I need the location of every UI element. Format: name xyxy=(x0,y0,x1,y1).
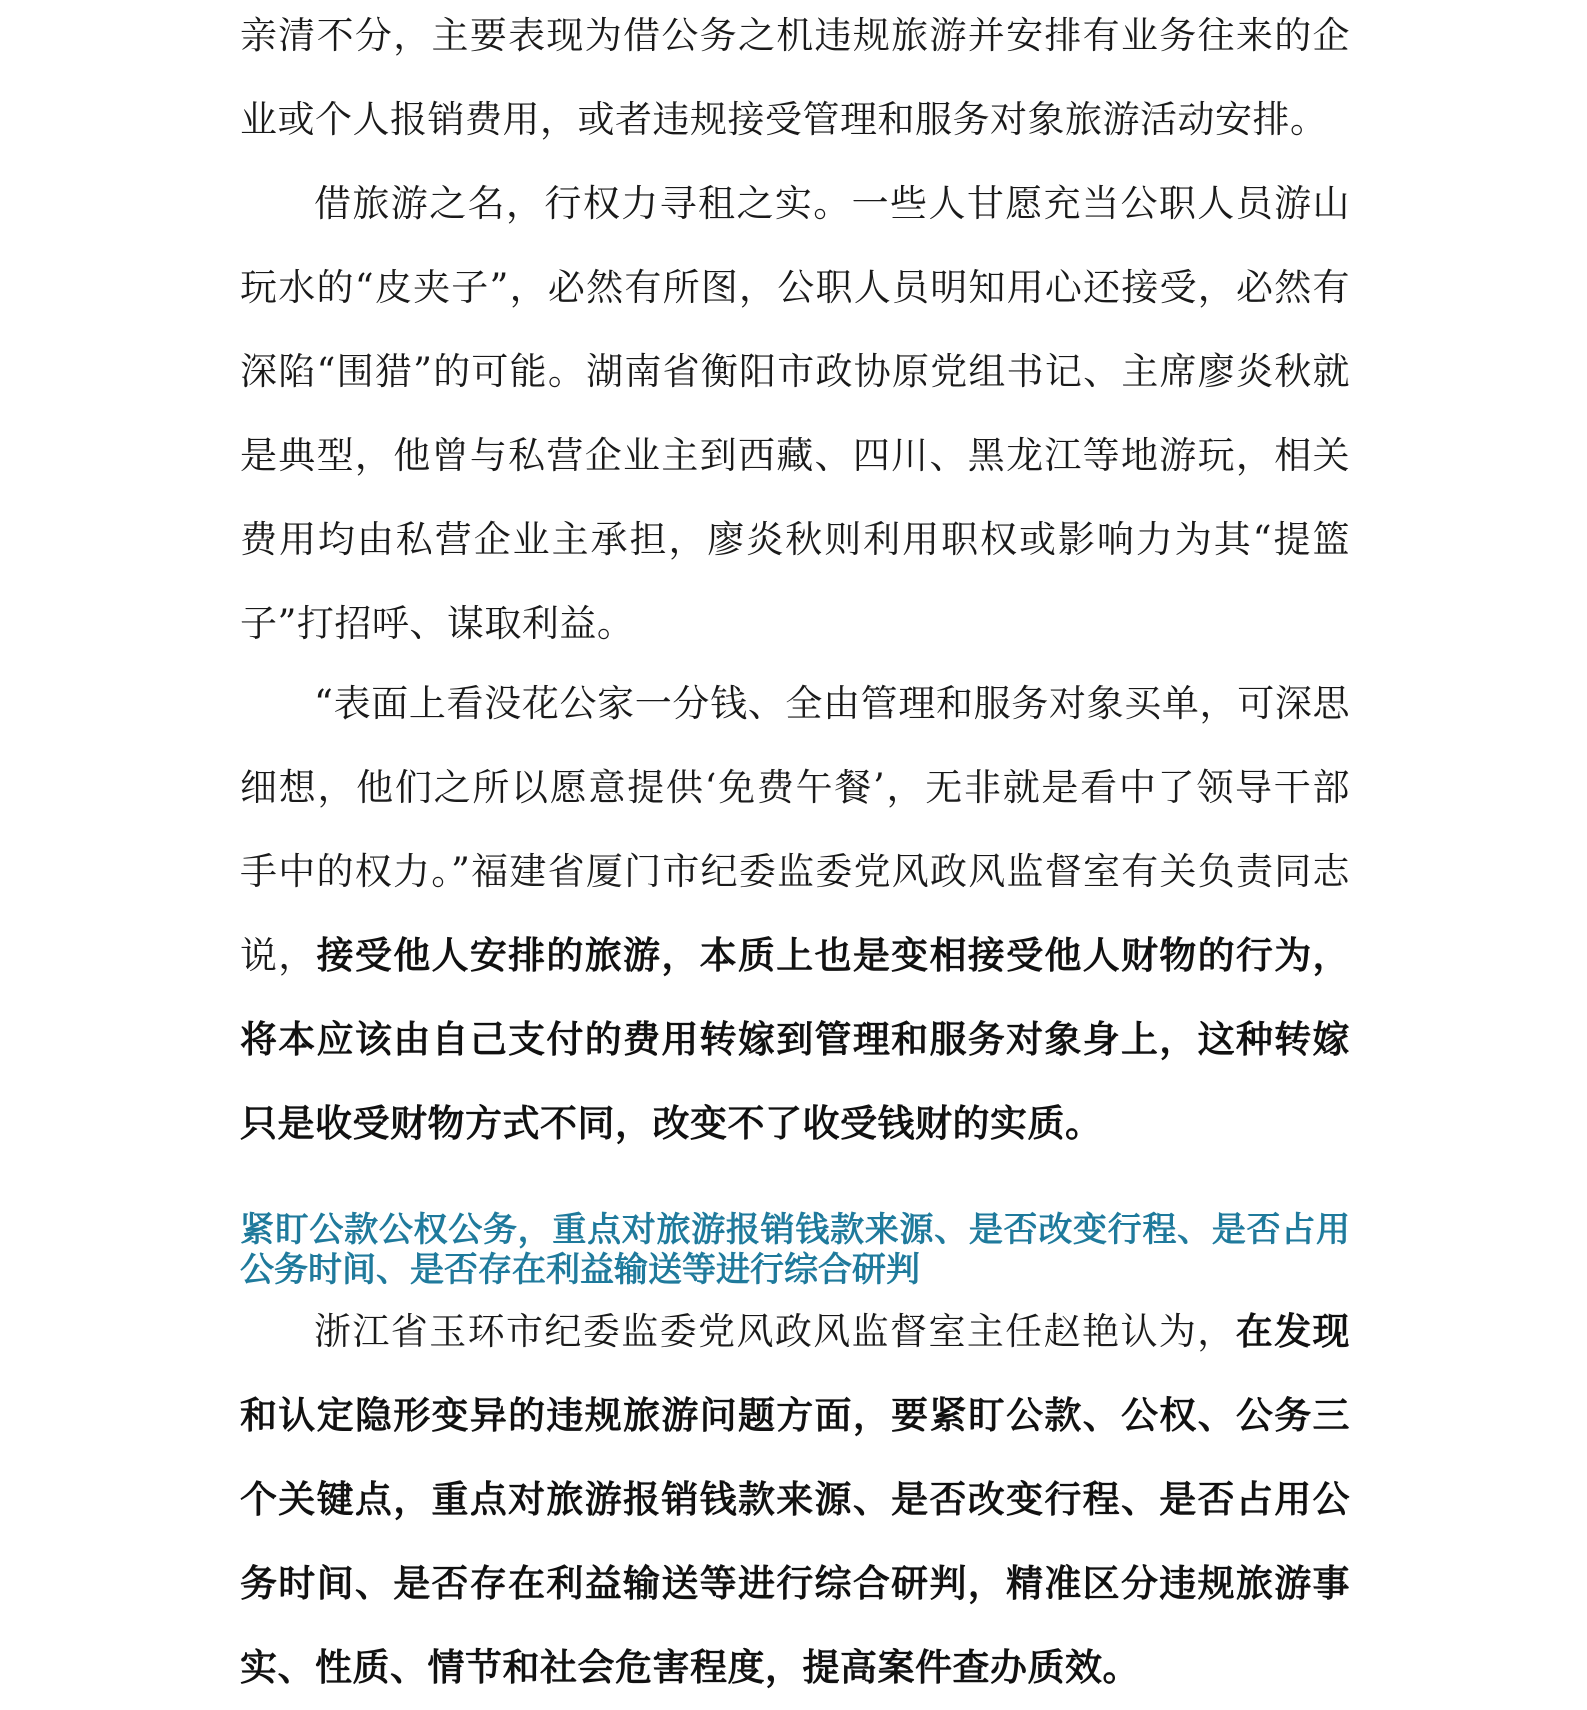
paragraph-1 xyxy=(240,0,1350,162)
section-heading: 紧盯公款公权公务，重点对旅游报销钱款来源、是否改变行程、是否占用公务时间、是否存在利益输送等进行综合研判 xyxy=(240,1210,1350,1290)
paragraph-2-text: 借旅游之名，行权力寻租之实。一些人甘愿充当公职人员游山玩水的“皮夹子”，必然有所图，公职人员明知用心还接受，必然有深陷“围猎”的可能。湖南省衡阳市政协原党组书记、主席廖炎秋就是典型，他曾与私营企业主到西藏、四川、黑龙江等地游玩，相关费用均由私营企业主承担，廖炎秋则利用职权或影响力为其“提篮子”打招呼、谋取利益。 xyxy=(240,182,1350,645)
paragraph-3 xyxy=(240,662,1350,1166)
paragraph-3-regular-text: “表面上看没花公家一分钱、全由管理和服务对象买单，可深思细想，他们之所以愿意提供‘免费午餐’，无非就是看中了领导干部手中的权力。”福建省厦门市纪委监委党风政风监督室有关负责同志说， xyxy=(240,682,1350,977)
paragraph-4 xyxy=(240,1290,1350,1710)
paragraph-4-bold-text: 在发现和认定隐形变异的违规旅游问题方面，要紧盯公款、公权、公务三个关键点，重点对旅游报销钱款来源、是否改变行程、是否占用公务时间、是否存在利益输送等进行综合研判，精准区分违规旅游事实、性质、情节和社会危害程度，提高案件查办质效。 xyxy=(240,1310,1351,1689)
paragraph-4-regular-text: 浙江省玉环市纪委监委党风政风监督室主任赵艳认为， xyxy=(314,1310,1236,1353)
paragraph-2 xyxy=(240,162,1350,666)
paragraph-1-text: 亲清不分，主要表现为借公务之机违规旅游并安排有业务往来的企业或个人报销费用，或者违规接受管理和服务对象旅游活动安排。 xyxy=(240,14,1350,141)
paragraph-3-bold-text: 接受他人安排的旅游，本质上也是变相接受他人财物的行为，将本应该由自己支付的费用转嫁到管理和服务对象身上，这种转嫁只是收受财物方式不同，改变不了收受钱财的实质。 xyxy=(240,934,1351,1145)
